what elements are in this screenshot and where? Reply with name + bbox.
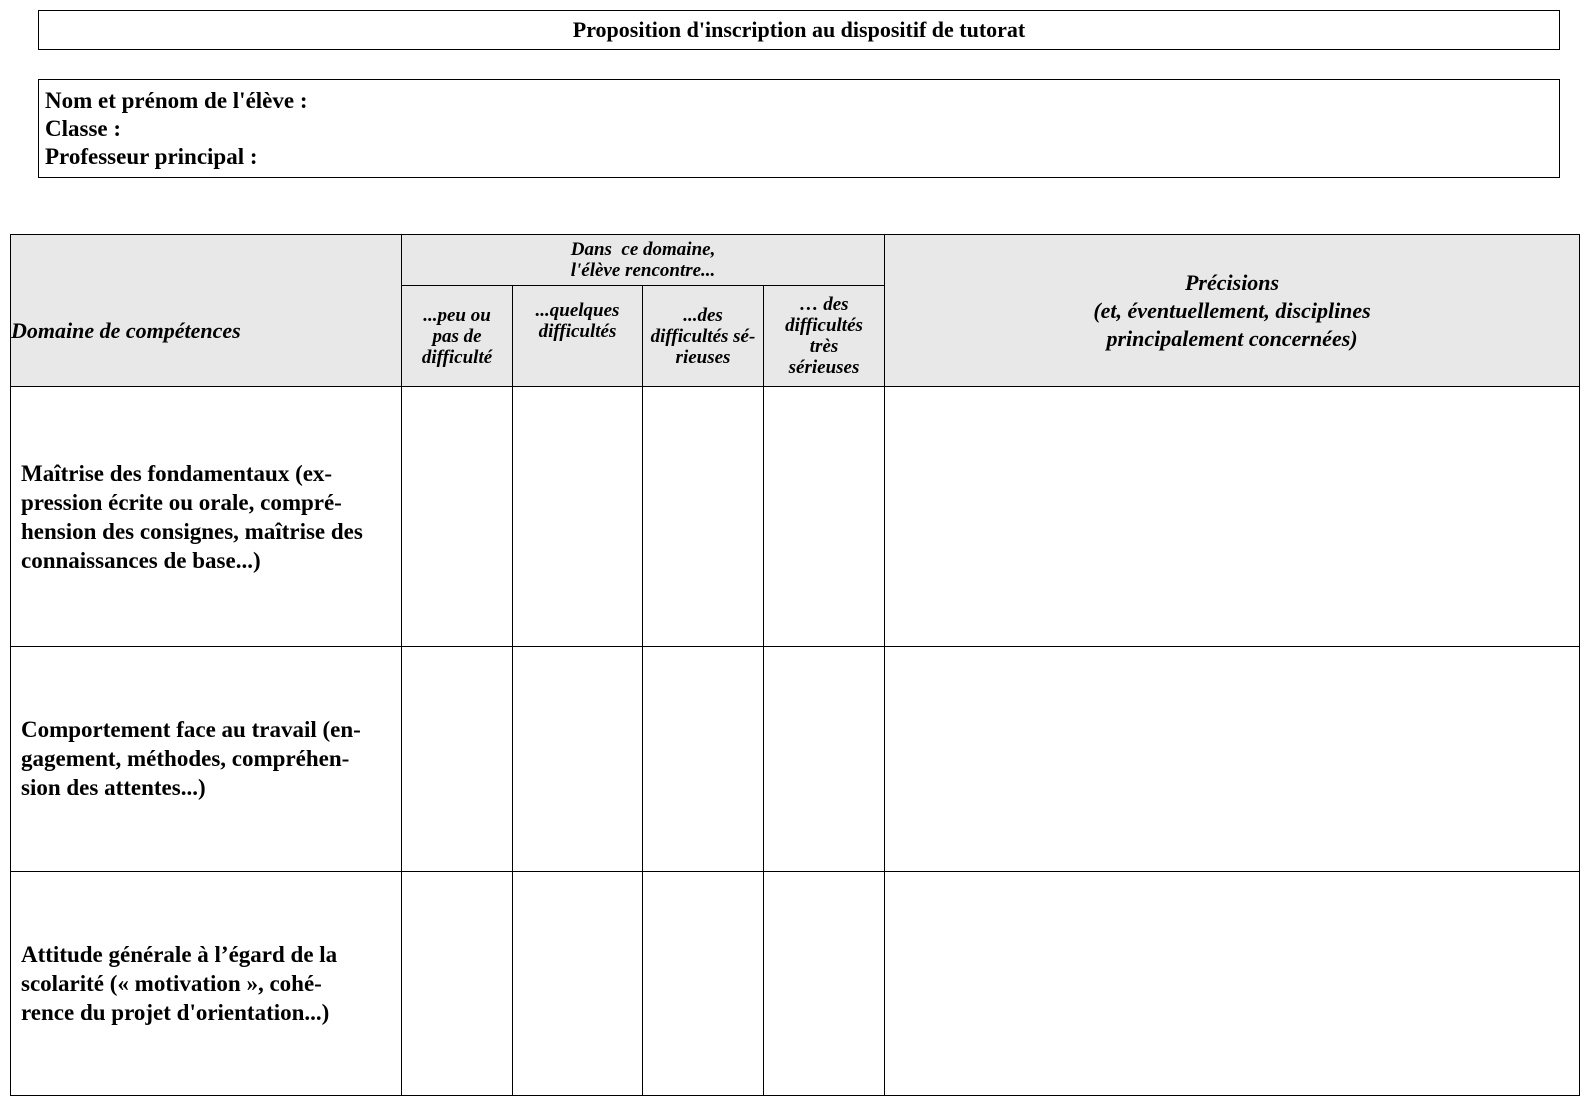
column-header-very-serious (764, 285, 885, 387)
cell-some-work-behaviour[interactable] (513, 646, 643, 872)
domain-work-behaviour (11, 646, 402, 872)
row-label-line: gagement, méthodes, compréhen- (21, 746, 350, 772)
group-header-line1: Dans ce domaine, (570, 238, 716, 260)
row-label-line: rence du projet d'orientation...) (21, 1000, 330, 1026)
precisions-header (885, 235, 1580, 387)
row-label-line: scolarité (« motivation », cohé- (21, 971, 322, 997)
column-header-some-line1: ...quelques (535, 299, 620, 321)
row-label-line: hension des consignes, maîtrise des (21, 518, 363, 544)
column-header-little-line3: difficulté (421, 346, 493, 368)
table-row (11, 872, 1580, 1096)
table-row (11, 646, 1580, 872)
column-header-very-serious-line1: … des (799, 294, 849, 316)
row-label-line: Comportement face au travail (en- (21, 717, 361, 743)
main-teacher-label: Professeur principal : (45, 144, 258, 169)
cell-little-general-attitude[interactable] (402, 872, 513, 1096)
column-header-little-line1: ...peu ou (423, 304, 491, 326)
student-name-label: Nom et prénom de l'élève : (45, 88, 308, 113)
column-header-serious-line2: difficultés sé- (650, 325, 756, 347)
cell-precisions-general-attitude[interactable] (885, 872, 1580, 1096)
column-header-some-line2: difficultés (538, 320, 617, 342)
difficulty-group-header (402, 235, 885, 286)
domain-header-text: Domaine de compétences (11, 318, 241, 344)
column-header-serious-line1: ...des (683, 304, 723, 326)
domain-fundamentals (11, 387, 402, 646)
row-label-line: Maîtrise des fondamentaux (ex- (21, 460, 333, 486)
column-header-some (513, 285, 643, 387)
group-header-line2: l'élève rencontre... (570, 259, 716, 281)
student-info-box (38, 79, 1560, 178)
cell-precisions-work-behaviour[interactable] (885, 646, 1580, 872)
row-label-line: Attitude générale à l’égard de la (21, 942, 338, 968)
domain-general-attitude (11, 872, 402, 1096)
cell-serious-work-behaviour[interactable] (643, 646, 764, 872)
competence-table (10, 234, 1580, 1096)
column-header-very-serious-line3: très (809, 336, 839, 358)
cell-little-work-behaviour[interactable] (402, 646, 513, 872)
column-header-little (402, 285, 513, 387)
column-header-little-line2: pas de (432, 325, 482, 347)
row-label-line: sion des attentes...) (21, 775, 206, 801)
row-label-line: connaissances de base...) (21, 547, 261, 573)
precisions-header-line3: principalement concernées) (1106, 325, 1358, 351)
column-header-serious (643, 285, 764, 387)
cell-some-fundamentals[interactable] (513, 387, 643, 646)
precisions-header-line2: (et, éventuellement, disciplines (1093, 297, 1371, 323)
cell-very-serious-fundamentals[interactable] (764, 387, 885, 646)
cell-very-serious-general-attitude[interactable] (764, 872, 885, 1096)
table-row (11, 387, 1580, 646)
precisions-header-line1: Précisions (1184, 269, 1280, 295)
cell-little-fundamentals[interactable] (402, 387, 513, 646)
class-label: Classe : (45, 116, 122, 141)
domain-header (11, 235, 402, 387)
column-header-very-serious-line4: sérieuses (788, 357, 860, 379)
column-header-serious-line3: rieuses (675, 346, 731, 368)
cell-precisions-fundamentals[interactable] (885, 387, 1580, 646)
form-title-text: Proposition d'inscription au dispositif de tutorat (572, 17, 1026, 42)
cell-serious-fundamentals[interactable] (643, 387, 764, 646)
form-title (38, 10, 1560, 50)
cell-very-serious-work-behaviour[interactable] (764, 646, 885, 872)
row-label-line: pression écrite ou orale, compré- (21, 489, 342, 515)
cell-some-general-attitude[interactable] (513, 872, 643, 1096)
column-header-very-serious-line2: difficultés (785, 315, 863, 337)
cell-serious-general-attitude[interactable] (643, 872, 764, 1096)
